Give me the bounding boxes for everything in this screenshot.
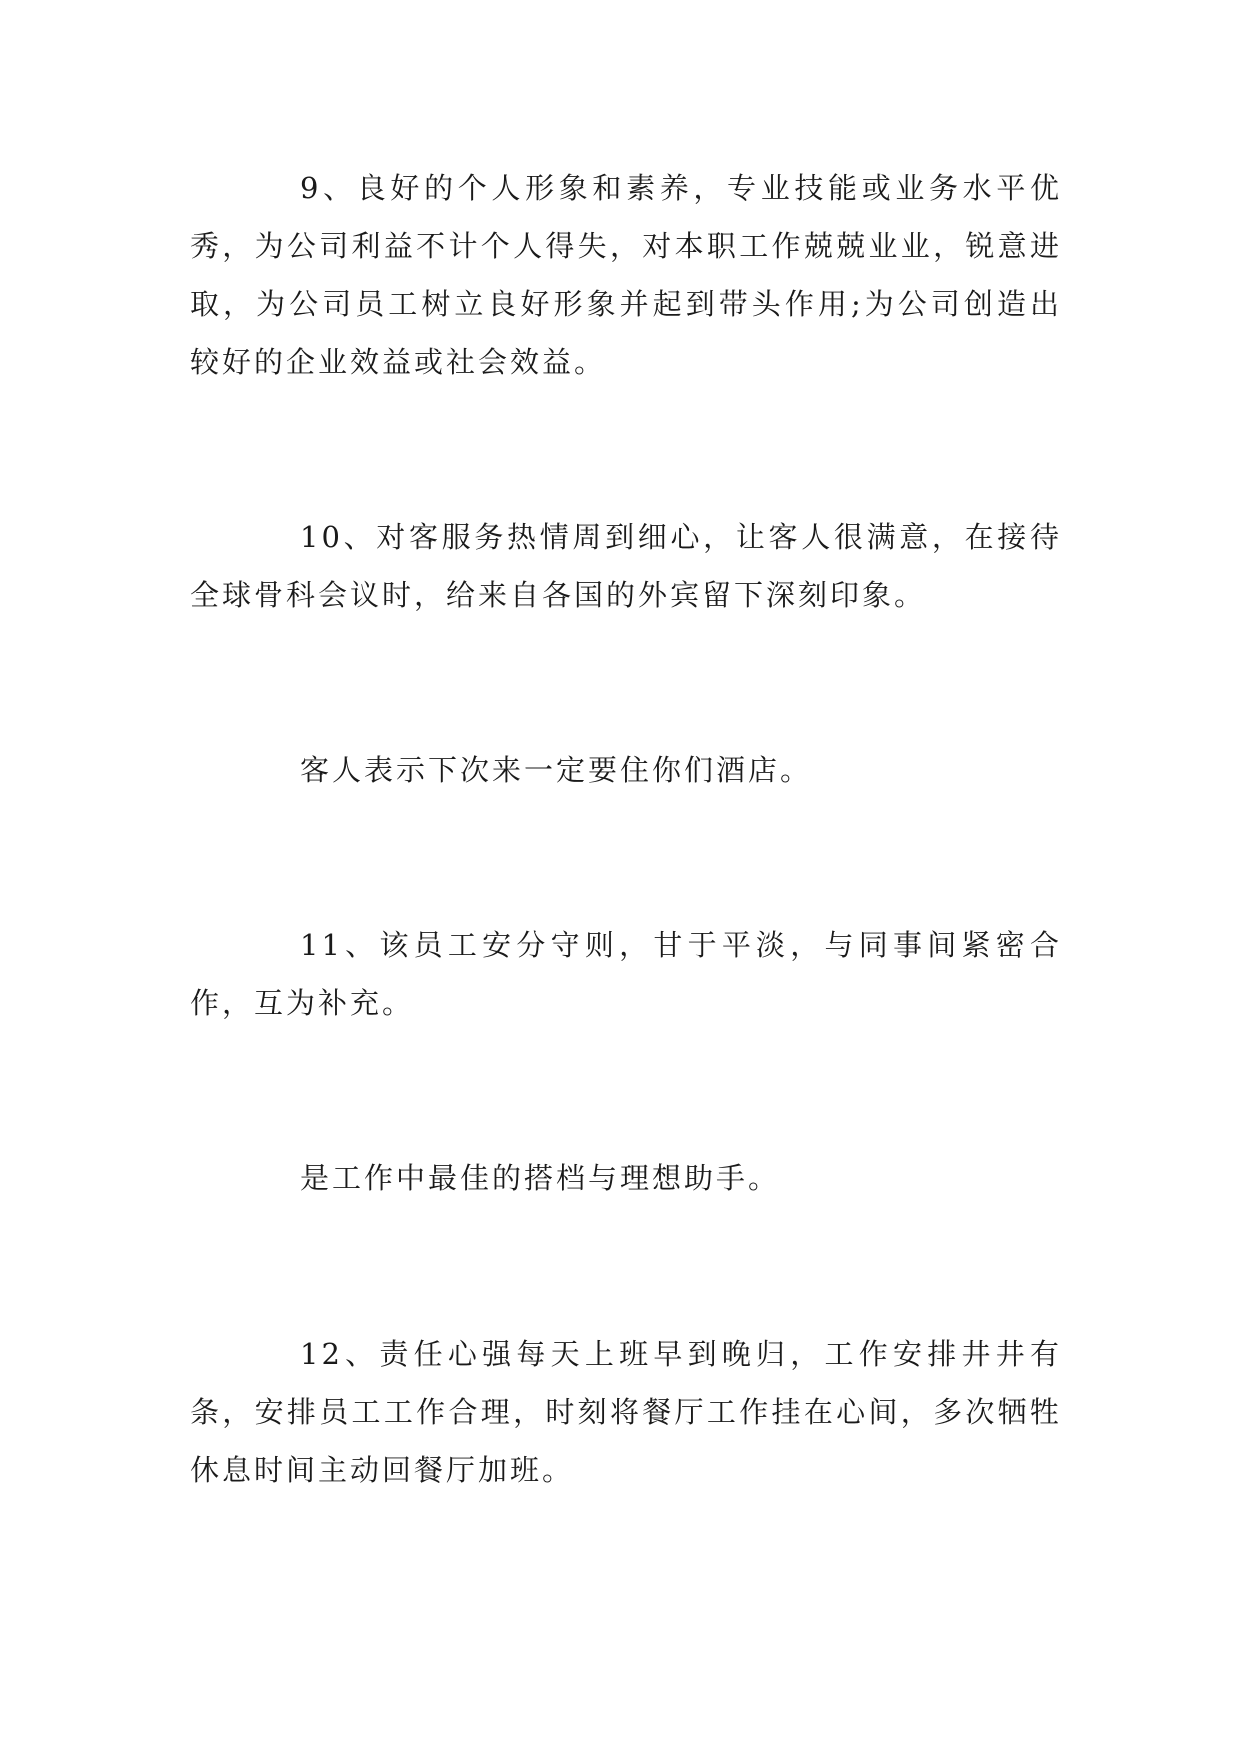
- paragraph-best-partner: 是工作中最佳的搭档与理想助手。: [300, 1161, 781, 1195]
- paragraph-guest-remark: 客人表示下次来一定要住你们酒店。: [300, 753, 813, 787]
- paragraph-item-12: 12、责任心强每天上班早到晚归，工作安排井井有条，安排员工工作合理，时刻将餐厅工作挂在心间，多次牺牲休息时间主动回餐厅加班。: [190, 1337, 1062, 1487]
- paragraph-item-9: 9、良好的个人形象和素养，专业技能或业务水平优秀，为公司利益不计个人得失，对本职工作兢兢业业，锐意进取，为公司员工树立良好形象并起到带头作用;为公司创造出较好的企业效益或社会效益。: [190, 171, 1062, 379]
- paragraph-item-10: 10、对客服务热情周到细心，让客人很满意，在接待全球骨科会议时，给来自各国的外宾留下深刻印象。: [190, 520, 1062, 612]
- paragraph-item-11: 11、该员工安分守则，甘于平淡，与同事间紧密合作，互为补充。: [190, 928, 1062, 1020]
